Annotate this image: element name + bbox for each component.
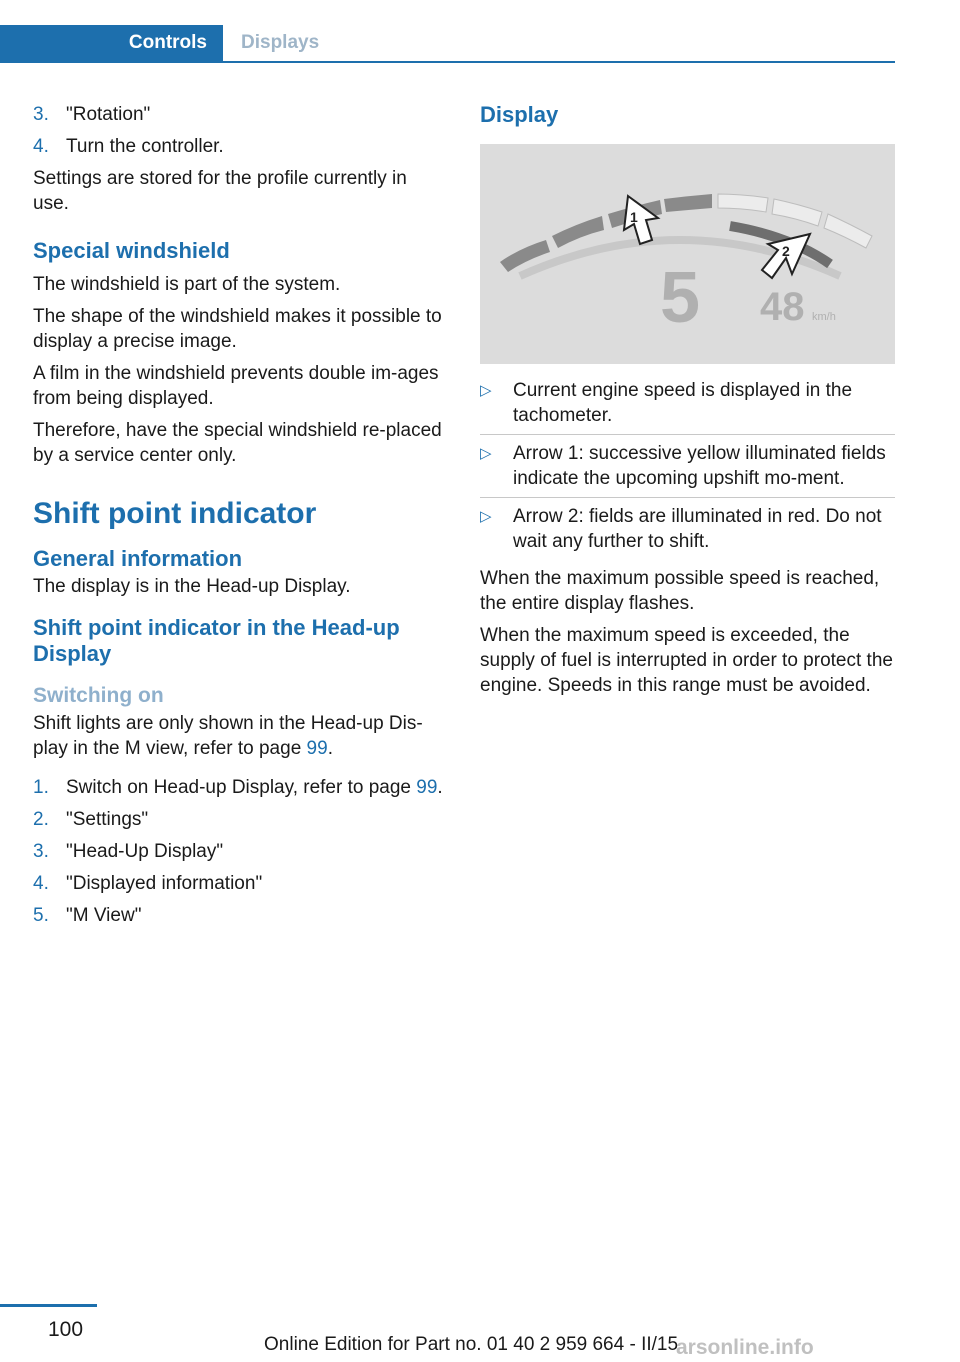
- watermark: arsonline.info: [676, 1336, 814, 1359]
- paragraph-switching-on: [33, 711, 443, 761]
- bullet-text: Arrow 2: fields are illuminated in red. Do not wait any further to shift.: [513, 506, 882, 552]
- paragraph: The shape of the windshield makes it possible to display a precise image.: [33, 306, 442, 352]
- step-number: 4.: [33, 873, 49, 894]
- tab-displays[interactable]: Displays: [241, 32, 320, 53]
- step-number: 2.: [33, 809, 49, 830]
- step-number: 5.: [33, 905, 49, 926]
- step-text: "Displayed information": [66, 873, 263, 894]
- steps-top-list: [33, 102, 443, 159]
- arrow-1-label: 1: [630, 209, 638, 225]
- paragraph: The windshield is part of the system.: [33, 274, 341, 295]
- heading-special-windshield: Special windshield: [33, 238, 230, 263]
- page-link-99[interactable]: 99: [416, 777, 438, 798]
- left-column: [33, 102, 443, 935]
- text: Shift lights are only shown in the Head-up Dis-play in the M view, refer to page: [33, 713, 423, 759]
- list-item: [33, 775, 443, 800]
- page-number: 100: [48, 1318, 84, 1341]
- footer-rule: [0, 1304, 97, 1307]
- step-text: "Rotation": [66, 104, 151, 125]
- step-text: "Settings": [66, 809, 149, 830]
- text: .: [437, 777, 443, 798]
- heading-general-information: General information: [33, 546, 243, 571]
- arrow-2-label: 2: [782, 243, 790, 259]
- paragraph: A film in the windshield prevents double im-ages from being displayed.: [33, 363, 439, 409]
- list-item: [33, 839, 443, 864]
- list-item: [480, 504, 895, 560]
- gear-number: 5: [660, 258, 701, 338]
- paragraph: When the maximum speed is exceeded, the supply of fuel is interrupted in order to protect the engine. Speeds in this range must be avoided.: [480, 625, 893, 696]
- shift-indicator-illustration: [480, 144, 895, 364]
- step-text: Turn the controller.: [66, 136, 224, 157]
- list-item: [33, 102, 443, 127]
- heading-shift-point-indicator: Shift point indicator: [33, 497, 317, 530]
- footer-edition: Online Edition for Part no. 01 40 2 959 664 - II/15: [264, 1334, 679, 1355]
- paragraph: Therefore, have the special windshield re-placed by a service center only.: [33, 420, 442, 466]
- paragraph: The display is in the Head-up Display.: [33, 576, 351, 597]
- list-item: [33, 807, 443, 832]
- right-column: [480, 102, 895, 705]
- heading-shift-point-hud: Shift point indicator in the Head-up Display: [33, 615, 400, 666]
- list-item: [33, 903, 443, 928]
- tab-controls[interactable]: Controls: [0, 25, 223, 61]
- arrow-2-icon: [762, 234, 810, 278]
- heading-display: Display: [480, 102, 559, 127]
- step-text: "M View": [66, 905, 142, 926]
- speed-unit: km/h: [812, 311, 836, 323]
- list-item: [480, 378, 895, 435]
- steps-bottom-list: [33, 775, 443, 928]
- step-text: "Head-Up Display": [66, 841, 224, 862]
- list-item: [480, 441, 895, 498]
- step-text: Switch on Head-up Display, refer to page: [66, 777, 417, 798]
- paragraph: When the maximum possible speed is reached, the entire display flashes.: [480, 568, 880, 614]
- list-item: [33, 871, 443, 896]
- shift-indicator-figure: [480, 144, 895, 364]
- step-number: 4.: [33, 136, 49, 157]
- list-item: [33, 134, 443, 159]
- triangle-bullet-icon: ▷: [480, 445, 492, 462]
- step-number: 3.: [33, 841, 49, 862]
- text: .: [327, 738, 333, 759]
- step-number: 1.: [33, 777, 49, 798]
- display-bullet-list: [480, 378, 895, 560]
- speed-value: 48: [760, 285, 805, 329]
- heading-switching-on: Switching on: [33, 684, 164, 707]
- page-link-99[interactable]: 99: [306, 738, 328, 759]
- bullet-text: Current engine speed is displayed in the tachometer.: [513, 380, 853, 426]
- triangle-bullet-icon: ▷: [480, 508, 492, 525]
- bullet-text: Arrow 1: successive yellow illuminated fields indicate the upcoming upshift mo-ment.: [513, 443, 886, 489]
- paragraph-settings: Settings are stored for the profile currently in use.: [33, 168, 407, 214]
- triangle-bullet-icon: ▷: [480, 382, 492, 399]
- step-number: 3.: [33, 104, 49, 125]
- header-bar: [0, 25, 895, 63]
